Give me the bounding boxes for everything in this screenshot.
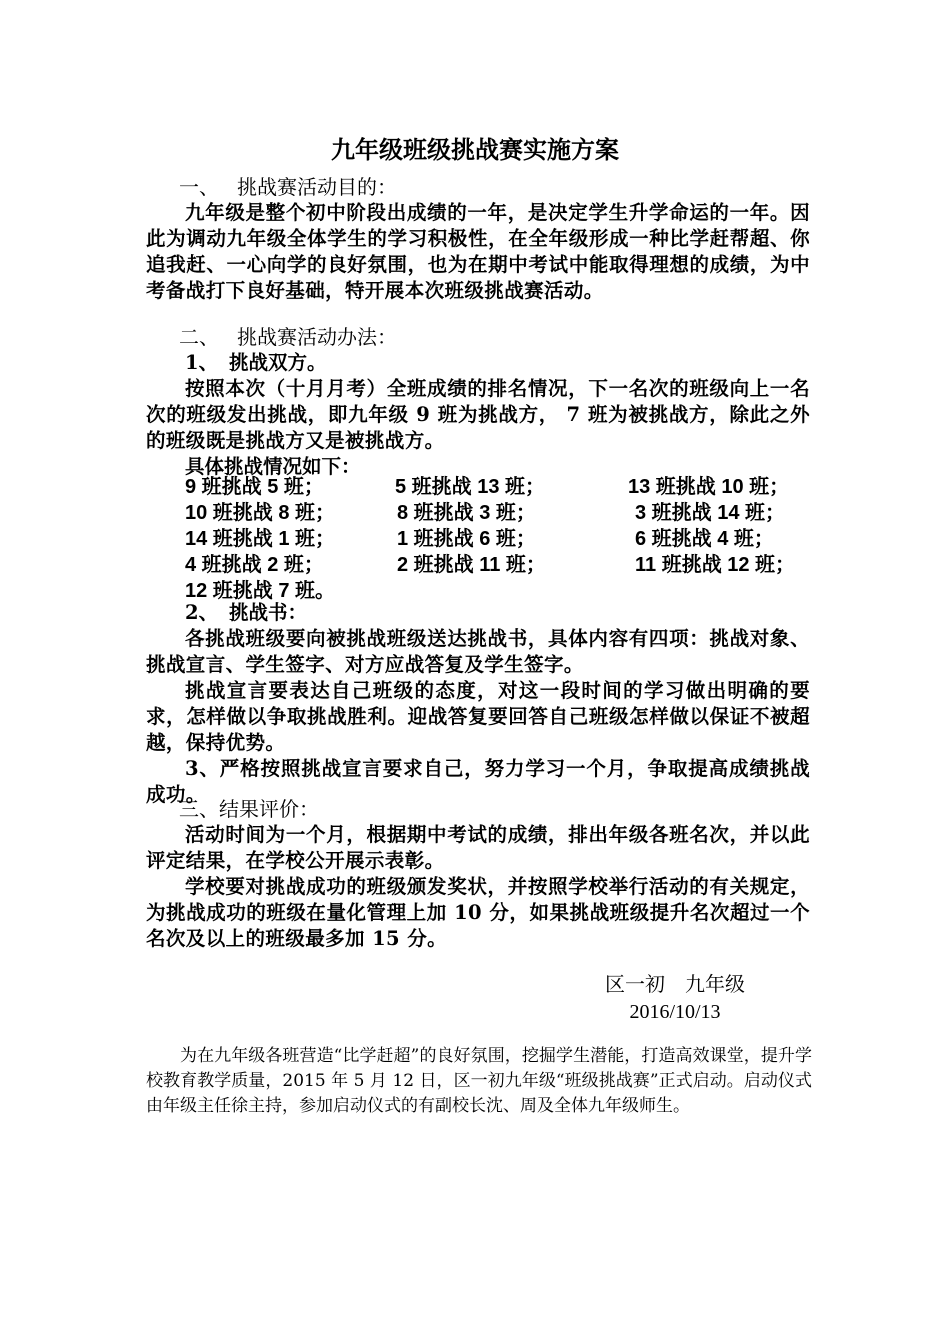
challenge-item: 11 班挑战 12 班； [635, 554, 796, 576]
challenge-item: 13 班挑战 10 班； [628, 476, 790, 498]
section-heading-text: 挑战赛活动办法： [237, 325, 397, 349]
item2-paragraph-1: 各挑战班级要向被挑战班级送达挑战书，具体内容有四项：挑战对象、挑战宣言、学生签字、对方应战答复及学生签字。 [146, 627, 810, 676]
section-number: 二、 [179, 325, 219, 349]
challenge-item: 8 班挑战 3 班； [397, 502, 536, 524]
item-number: 1、 [185, 351, 219, 374]
challenge-item: 6 班挑战 4 班； [635, 528, 774, 550]
item-heading-text: 挑战双方。 [229, 351, 327, 374]
item2-paragraph-2: 挑战宣言要表达自己班级的态度，对这一段时间的学习做出明确的要求，怎样做以争取挑战胜利。迎战答复要回答自己班级怎样做以保证不被超越，保持优势。 [146, 679, 810, 754]
signature-block [560, 970, 790, 1026]
section-purpose [146, 174, 810, 304]
challenge-item: 4 班挑战 2 班； [185, 554, 324, 576]
evaluation-paragraph-2: 学校要对挑战成功的班级颁发奖状，并按照学校举行活动的有关规定，为挑战成功的班级在量化管理上加 10 分，如果挑战班级提升名次超过一个名次及以上的班级最多加 15 分。 [146, 875, 810, 950]
document-title: 九年级班级挑战赛实施方案 [331, 136, 619, 164]
news-paragraph: 为在九年级各班营造“比学赶超”的良好氛围，挖掘学生潜能，打造高效课堂，提升学校教育教学质量，2015 年 5 月 12 日，区一初九年级“班级挑战赛”正式启动。启动仪式由年级主任徐主持，参加启动仪式的有副校长沈、周及全体九年级师生。 [146, 1046, 812, 1116]
challenge-item: 3 班挑战 14 班； [635, 502, 786, 524]
item3-paragraph: 3、严格按照挑战宣言要求自己，努力学习一个月，争取提高成绩挑战成功。 [146, 757, 810, 806]
challenge-item: 1 班挑战 6 班； [397, 528, 536, 550]
challenge-row [185, 526, 825, 552]
item-number: 2、 [185, 601, 219, 624]
section-method [146, 324, 810, 480]
challenge-row [185, 500, 825, 526]
item-heading [146, 350, 810, 376]
section-heading-text: 挑战赛活动目的： [237, 175, 397, 199]
challenge-item: 9 班挑战 5 班； [185, 476, 324, 498]
challenge-item: 12 班挑战 7 班。 [185, 580, 336, 602]
item-heading-text: 挑战书： [229, 601, 308, 624]
detail-intro: 具体挑战情况如下： [185, 455, 361, 478]
challenge-row [185, 552, 825, 578]
section-method-continued [146, 600, 810, 808]
challenge-row [185, 474, 825, 500]
evaluation-paragraph-1: 活动时间为一个月，根据期中考试的成绩，排出年级各班名次，并以此评定结果，在学校公开展示表彰。 [146, 823, 810, 872]
section-number: 一、 [179, 175, 219, 199]
section-heading: 三、结果评价： [179, 797, 319, 821]
signature-org: 区一初 九年级 [605, 972, 745, 996]
purpose-paragraph: 九年级是整个初中阶段出成绩的一年，是决定学生升学命运的一年。因此为调动九年级全体学生的学习积极性，在全年级形成一种比学赶帮超、你追我赶、一心向学的良好氛围，也为在期中考试中能取得理想的成绩，为中考备战打下良好基础，特开展本次班级挑战赛活动。 [146, 201, 810, 302]
challenge-item: 5 班挑战 13 班； [395, 476, 546, 498]
challenge-item: 14 班挑战 1 班； [185, 528, 336, 550]
item1-paragraph: 按照本次（十月月考）全班成绩的排名情况，下一名次的班级向上一名次的班级发出挑战，即九年级 9 班为挑战方， 7 班为被挑战方，除此之外的班级既是挑战方又是被挑战方。 [146, 377, 810, 452]
section-heading [146, 324, 810, 350]
challenge-list [185, 474, 825, 604]
section-evaluation [146, 796, 810, 952]
signature-date: 2016/10/13 [629, 1001, 721, 1023]
challenge-item: 2 班挑战 11 班； [397, 554, 546, 576]
section-heading [146, 174, 810, 200]
item-heading [146, 600, 810, 626]
challenge-item: 10 班挑战 8 班； [185, 502, 336, 524]
